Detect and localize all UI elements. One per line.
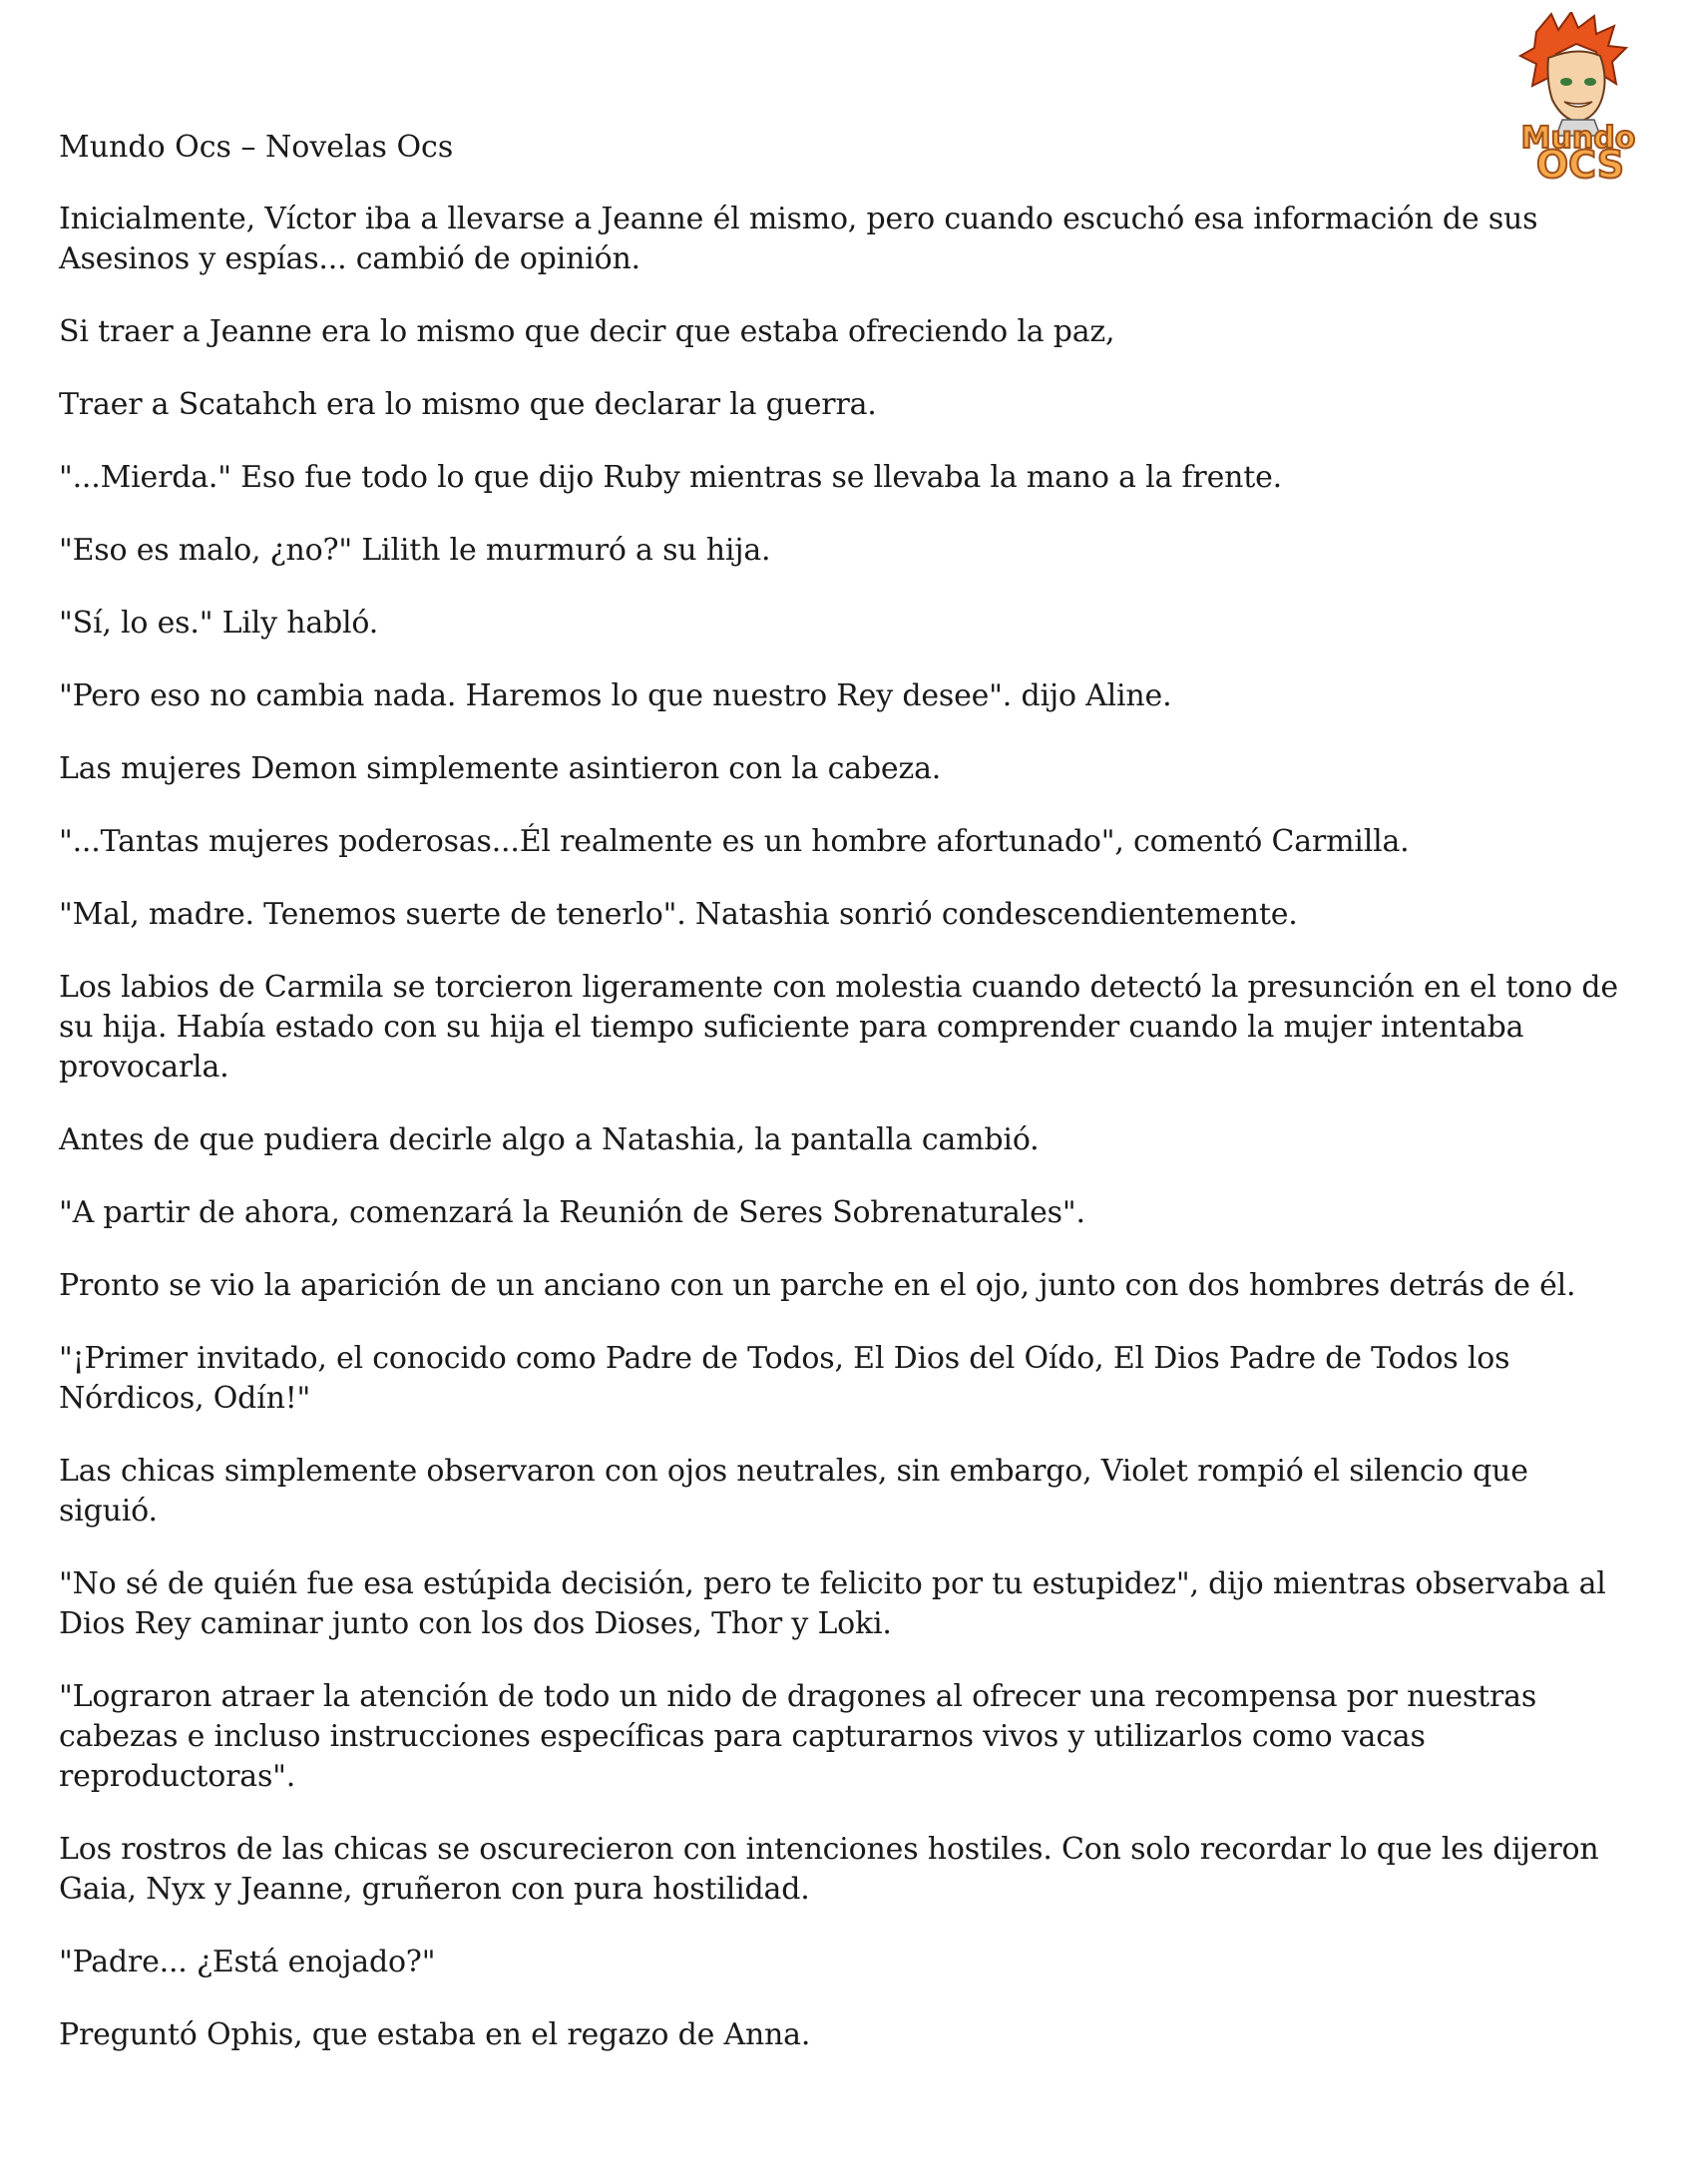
paragraph: "Pero eso no cambia nada. Haremos lo que nuestro Rey desee". dijo Aline.: [59, 678, 1172, 713]
paragraph: Antes de que pudiera decirle algo a Natashia, la pantalla cambió.: [59, 1122, 1040, 1157]
paragraph: Inicialmente, Víctor iba a llevarse a Jeanne él mismo, pero cuando escuchó esa información de sus Asesinos y espías... cambió de opinión.: [59, 202, 1538, 276]
page-header: Mundo Ocs – Novelas Ocs: [59, 130, 454, 165]
paragraph: "...Tantas mujeres poderosas...Él realmente es un hombre afortunado", comentó Carmilla.: [59, 824, 1410, 859]
paragraph: "No sé de quién fue esa estúpida decisión, pero te felicito por tu estupidez", dijo mientras observaba al Dios Rey caminar junto con los dos Dioses, Thor y Loki.: [59, 1566, 1606, 1641]
paragraph: "Mal, madre. Tenemos suerte de tenerlo". Natashia sonrió condescendientemente.: [59, 897, 1298, 932]
paragraph: Las chicas simplemente observaron con ojos neutrales, sin embargo, Violet rompió el silencio que siguió.: [59, 1454, 1528, 1529]
paragraph: "...Mierda." Eso fue todo lo que dijo Ruby mientras se llevaba la mano a la frente.: [59, 460, 1282, 495]
paragraph: Pronto se vio la aparición de un anciano con un parche en el ojo, junto con dos hombres detrás de él.: [59, 1268, 1576, 1303]
paragraph: "Padre... ¿Está enojado?": [59, 1945, 436, 1979]
paragraph: Traer a Scatahch era lo mismo que declarar la guerra.: [59, 387, 877, 422]
paragraph: Los labios de Carmila se torcieron ligeramente con molestia cuando detectó la presunción en el tono de su hija. Había estado con su hija el tiempo suficiente para comprender cuando la mujer intentaba provocarla.: [59, 970, 1618, 1085]
document-page: [59, 128, 1635, 2088]
paragraph: "Sí, lo es." Lily habló.: [59, 606, 379, 641]
paragraph: Si traer a Jeanne era lo mismo que decir que estaba ofreciendo la paz,: [59, 314, 1115, 349]
logo-text-mundo: Mundo: [1520, 121, 1636, 156]
paragraph: "¡Primer invitado, el conocido como Padre de Todos, El Dios del Oído, El Dios Padre de Todos los Nórdicos, Odín!": [59, 1341, 1510, 1416]
paragraph: Las mujeres Demon simplemente asintieron con la cabeza.: [59, 751, 942, 786]
logo-text-ocs: OCS: [1535, 143, 1625, 182]
paragraph: "A partir de ahora, comenzará la Reunión de Seres Sobrenaturales".: [59, 1195, 1085, 1230]
paragraph: Preguntó Ophis, que estaba en el regazo de Anna.: [59, 2017, 811, 2052]
paragraph: "Eso es malo, ¿no?" Lilith le murmuró a su hija.: [59, 533, 771, 568]
paragraph: "Lograron atraer la atención de todo un nido de dragones al ofrecer una recompensa por nuestras cabezas e incluso instrucciones específicas para capturarnos vivos y utilizarlos como vacas reproductoras".: [59, 1679, 1537, 1794]
paragraph: Los rostros de las chicas se oscurecieron con intenciones hostiles. Con solo recordar lo que les dijeron Gaia, Nyx y Jeanne, gruñeron con pura hostilidad.: [59, 1832, 1599, 1907]
